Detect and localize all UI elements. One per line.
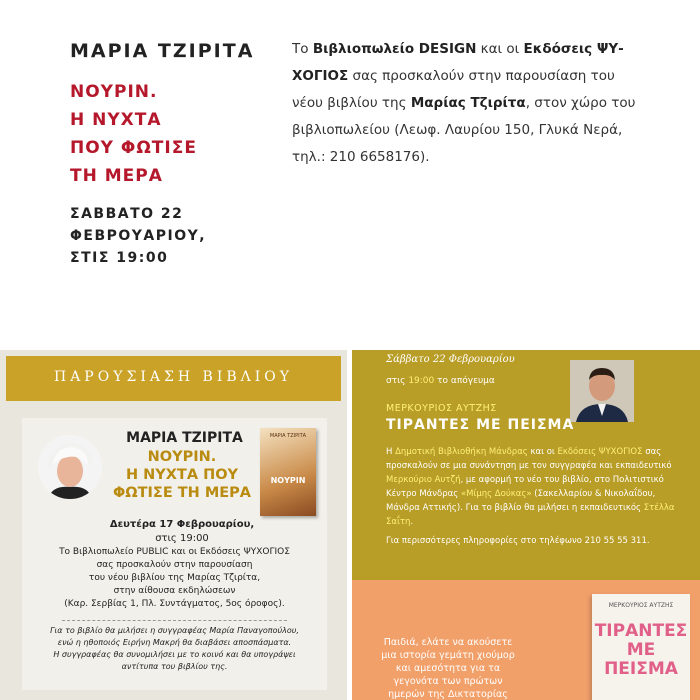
book-cover: ΜΑΡΙΑ ΤΖΙΡΙΤΑ ΝΟΥΡΙΝ: [260, 428, 316, 516]
poster-book-title: ΤΙΡΑΝΤΕΣ ΜΕ ΠΕΙΣΜΑ: [386, 417, 575, 433]
poster-book-title: ΝΟΥΡΙΝ. Η ΝΥΧΤΑ ΠΟΥ ΦΩΤΙΣΕ ΤΗ ΜΕΡΑ: [112, 449, 252, 501]
banner-title: ΠΑΡΟΥΣΙΑΣΗ ΒΙΒΛΙΟΥ: [53, 369, 294, 385]
event-date: ΣΑΒΒΑΤΟ 22 ΦΕΒΡΟΥΑΡΙΟΥ, ΣΤΙΣ 19:00: [70, 206, 207, 266]
dashed-divider: [62, 620, 287, 621]
poster-card: [22, 418, 327, 690]
event-day: Σάββατο 22 Φεβρουαρίου: [386, 354, 515, 365]
poster-body: Η Δημοτική Βιβλιοθήκη Μάνδρας και οι Εκδόσεις ΨΥΧΟΓΙΟΣ σας προσκαλούν σε μια συνάντηση με τον συγγραφέα και εκπαιδευτικό Μερκούριο Αυτζή, με αφορμή το νέο του βιβλίο, στο Πολιτιστικό Κέντρο Μάνδρας «Μίμης Δούκας» (Σακελλαρίου & Νικολαΐδου, Μάνδρα Αττικής). Για το βιβλίο θα μιλήσει η εκπαιδευτικός Στέλλα Σαΐτη.: [386, 447, 675, 527]
author-heading: ΜΑΡΙΑ ΤΖΙΡΙΤΑ: [70, 40, 255, 62]
poster-body: Το Βιβλιοπωλείο PUBLIC και οι Εκδόσεις ΨΥΧΟΓΙΟΣ σας προσκαλούν στην παρουσίαση του νέου βιβλίου της Μαρίας Τζιρίτα, στην αίθουσα εκδηλώσεων (Καρ. Σερβίας 1, Πλ. Συντάγματος, 5ος όροφος).: [59, 547, 290, 609]
poster-author: ΜΕΡΚΟΥΡΙΟΣ ΑΥΤΖΗΣ: [386, 403, 497, 414]
contact-phone: Για περισσότερες πληροφορίες στο τηλέφωνο 210 55 55 311.: [386, 536, 650, 546]
left-poster: [0, 350, 347, 700]
promo-text: Παιδιά, ελάτε να ακούσετε μια ιστορία γεμάτη χιούμορ και αμεσότητα για τα γεγονότα των πρώτων ημερών της Δικτατορίας: [381, 637, 515, 700]
invitation-text: Το Βιβλιοπωλείο DESIGN και οι Εκδόσεις ΨΥ-ΧΟΓΙΟΣ σας προσκαλούν στην παρουσίαση του νέου βιβλίου της Μαρίας Τζιρίτα, στον χώρο του βιβλιοπωλείου (Λεωφ. Λαυρίου 150, Γλυκά Νερά, τηλ.: 210 6658176).: [292, 41, 636, 165]
poster-date: Δευτέρα 17 Φεβρουαρίου, στις 19:00: [109, 519, 255, 544]
book-cover: ΜΕΡΚΟΥΡΙΟΣ ΑΥΤΖΗΣ ΤΙΡΑΝΤΕΣ ΜΕ ΠΕΙΣΜΑ: [592, 594, 690, 700]
poster-author: ΜΑΡΙΑ ΤΖΙΡΙΤΑ: [126, 430, 243, 446]
book-title: ΝΟΥΡΙΝ. Η ΝΥΧΤΑ ΠΟΥ ΦΩΤΙΣΕ ΤΗ ΜΕΡΑ: [70, 82, 197, 186]
author-photo: [570, 360, 634, 422]
top-announcement: [0, 0, 700, 345]
poster-footer: Για το βιβλίο θα μιλήσει η συγγραφέας Μαρία Παναγοπούλου, ενώ η ηθοποιός Ειρήνη Μακρή θα διαβάσει αποσπάσματα. Η συγγραφέας θα συνομιλήσει με το κοινό και θα υπογράψει αντίτυπα του βιβλίου της.: [50, 626, 299, 671]
bottom-right-poster: [352, 580, 700, 700]
event-time: στις 19:00 το απόγευμα: [386, 376, 495, 386]
poster-banner: [6, 356, 341, 401]
right-poster: [352, 350, 700, 580]
